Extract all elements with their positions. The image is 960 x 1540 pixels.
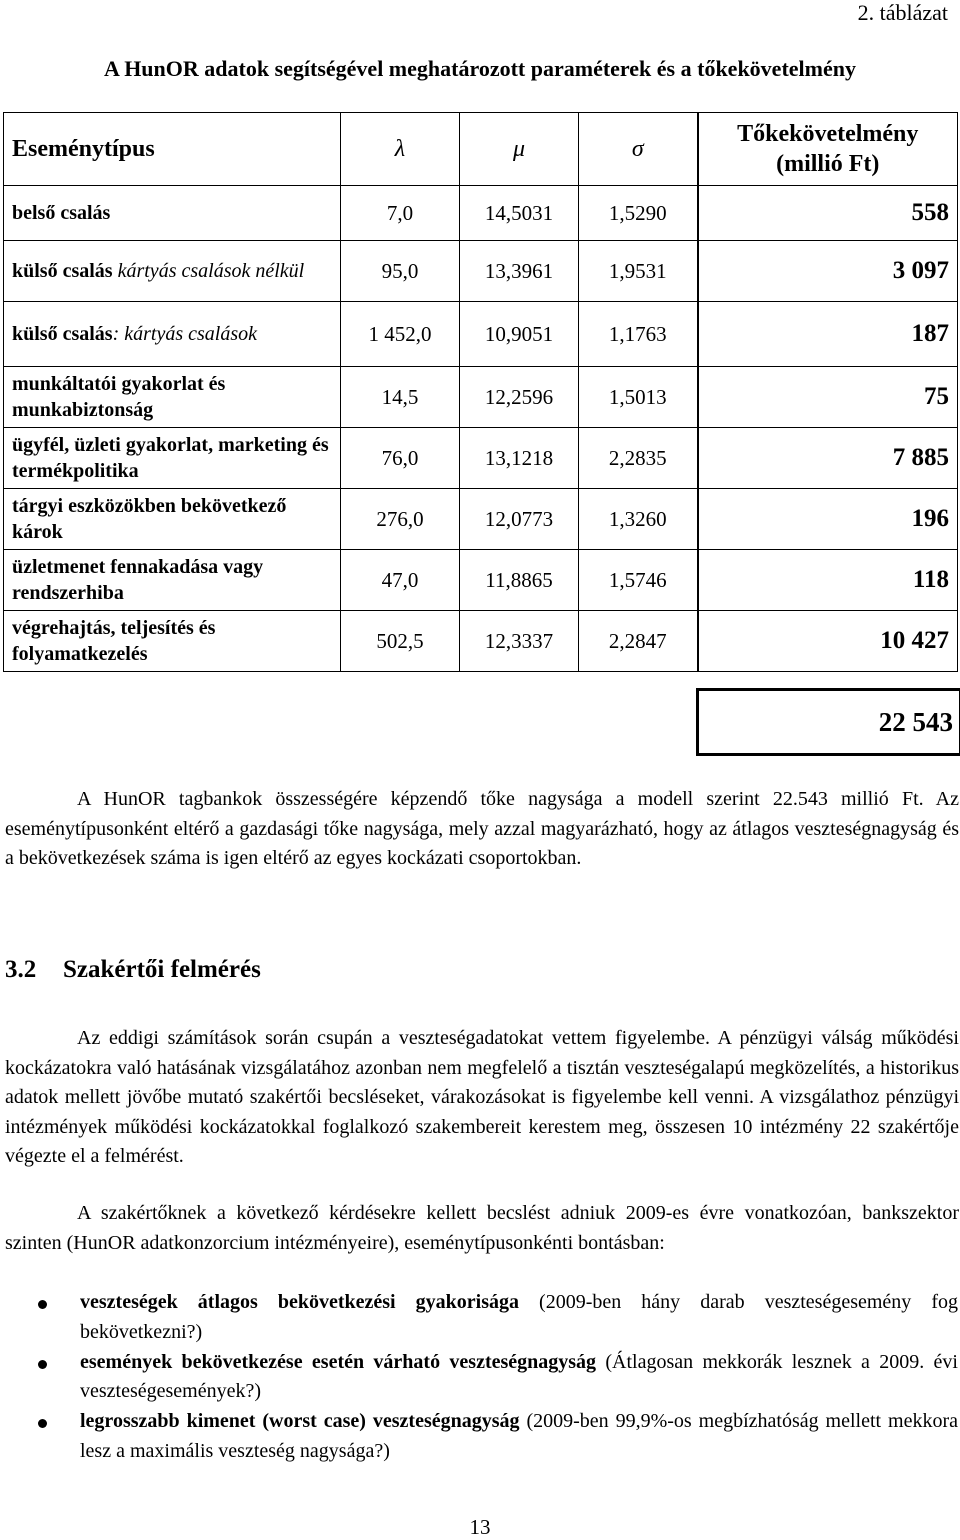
row-lambda: 276,0	[341, 489, 460, 550]
question-detail: (2009-ben 99,9%-os megbízhatóság mellett mekkora lesz a maximális veszteség nagysága?)	[80, 1410, 958, 1462]
row-event-type	[4, 428, 341, 489]
header-sigma: σ	[579, 113, 698, 186]
table-number-label: 2. táblázat	[857, 0, 948, 25]
question-detail: (Átlagosan mekkorák lesznek a 2009. évi veszteségesemények?)	[80, 1350, 958, 1402]
row-capital: 196	[698, 489, 958, 550]
row-sigma: 1,5746	[579, 550, 698, 611]
row-event-type	[4, 241, 341, 302]
row-lambda: 47,0	[341, 550, 460, 611]
row-event-type	[4, 550, 341, 611]
question-item	[0, 1407, 958, 1466]
row-sigma: 1,5290	[579, 186, 698, 241]
question-item	[0, 1348, 958, 1407]
bullet-icon	[38, 1419, 47, 1428]
row-capital: 558	[698, 186, 958, 241]
row-event-type	[4, 489, 341, 550]
section-number: 3.2	[5, 956, 37, 983]
paragraph-results-text: A HunOR tagbankok összességére képzendő tőke nagysága a modell szerint 22.543 millió Ft. Az eseménytípusonként eltérő a gazdasági tőke nagysága, mely azzal magyarázható, hogy az átlagos veszteségnagyság és a bekövetkezések száma is igen eltérő az egyes kockázati csoportokban.	[5, 788, 959, 869]
row-event-type	[4, 186, 341, 241]
table-row	[4, 186, 958, 241]
row-mu: 13,1218	[460, 428, 579, 489]
header-capital-line1: Tőkekövetelmény	[737, 121, 919, 147]
row-mu: 10,9051	[460, 302, 579, 367]
row-event-type	[4, 611, 341, 672]
row-lambda: 95,0	[341, 241, 460, 302]
table-row	[4, 241, 958, 302]
row-lambda: 76,0	[341, 428, 460, 489]
header-event-type: Eseménytípus	[4, 113, 341, 186]
row-sigma: 1,3260	[579, 489, 698, 550]
row-mu: 11,8865	[460, 550, 579, 611]
row-lambda: 14,5	[341, 367, 460, 428]
row-sigma: 1,1763	[579, 302, 698, 367]
row-event-type-bold: végrehajtás, teljesítés és folyamatkezelés	[12, 617, 216, 665]
paragraph-questions	[5, 1199, 959, 1258]
question-list	[0, 1288, 958, 1467]
bullet-icon	[38, 1360, 47, 1369]
paragraph-questions-text: A szakértőknek a következő kérdésekre kellett becslést adniuk 2009-es évre vonatkozóan, bankszektor szinten (HunOR adatkonzorcium intézményeire), eseménytípusonkénti bontásban:	[5, 1202, 959, 1254]
row-mu: 12,2596	[460, 367, 579, 428]
row-lambda: 1 452,0	[341, 302, 460, 367]
paragraph-expert-survey	[5, 1024, 959, 1172]
page-number: 13	[469, 1515, 491, 1539]
row-event-type-bold: üzletmenet fennakadása vagy rendszerhiba	[12, 556, 264, 604]
row-event-type-bold: külső csalás	[12, 260, 113, 282]
row-mu: 12,0773	[460, 489, 579, 550]
header-capital-line2: (millió Ft)	[776, 151, 880, 177]
paragraph-expert-survey-text: Az eddigi számítások során csupán a veszteségadatokat vettem figyelembe. A pénzügyi válság működési kockázatokra való hatásának vizsgálatához azonban nem megfelelő a tisztán veszteségalapú megközelítés, a historikus adatok mellett jövőbe mutató szakértői becsléseket, várakozásokat is figyelembe kell venni. A vizsgálathoz pénzügyi intézmények működési kockázatokkal foglalkozó szakembereit kerestem meg, összesen 10 intézmény 22 szakértője végezte el a felmérést.	[5, 1027, 959, 1167]
table-row	[4, 428, 958, 489]
row-capital: 7 885	[698, 428, 958, 489]
row-event-type-italic: : kártyás csalások	[112, 323, 258, 345]
table-row	[4, 550, 958, 611]
header-capital-requirement	[698, 113, 958, 186]
row-event-type	[4, 367, 341, 428]
parameters-table	[3, 112, 958, 672]
question-bold: legrosszabb kimenet (worst case) veszteségnagyság	[80, 1410, 520, 1432]
question-bold: események bekövetkezése esetén várható veszteségnagyság	[80, 1350, 597, 1373]
row-mu: 14,5031	[460, 186, 579, 241]
table-row	[4, 611, 958, 672]
row-capital: 75	[698, 367, 958, 428]
row-capital: 3 097	[698, 241, 958, 302]
row-event-type-bold: belső csalás	[12, 202, 111, 224]
row-mu: 13,3961	[460, 241, 579, 302]
bullet-icon	[38, 1300, 47, 1309]
section-heading	[5, 956, 261, 984]
row-lambda: 502,5	[341, 611, 460, 672]
total-capital: 22 543	[696, 688, 960, 756]
row-event-type	[4, 302, 341, 367]
row-sigma: 1,5013	[579, 367, 698, 428]
row-capital: 187	[698, 302, 958, 367]
row-lambda: 7,0	[341, 186, 460, 241]
row-event-type-italic: kártyás csalások nélkül	[112, 260, 305, 282]
row-sigma: 2,2835	[579, 428, 698, 489]
paragraph-results	[5, 785, 959, 874]
table-header-row	[4, 113, 958, 186]
question-bold: veszteségek átlagos bekövetkezési gyakorisága	[80, 1291, 519, 1313]
table-row	[4, 367, 958, 428]
section-title: Szakértői felmérés	[63, 956, 261, 983]
table-row	[4, 489, 958, 550]
table-row	[4, 302, 958, 367]
row-sigma: 1,9531	[579, 241, 698, 302]
row-sigma: 2,2847	[579, 611, 698, 672]
table-caption: A HunOR adatok segítségével meghatározott paraméterek és a tőkekövetelmény	[104, 56, 856, 81]
header-lambda: λ	[341, 113, 460, 186]
question-item	[0, 1288, 958, 1347]
row-capital: 10 427	[698, 611, 958, 672]
row-event-type-bold: külső csalás	[12, 323, 113, 345]
header-mu: μ	[460, 113, 579, 186]
row-mu: 12,3337	[460, 611, 579, 672]
row-event-type-bold: munkáltatói gyakorlat és munkabiztonság	[12, 373, 226, 421]
row-event-type-bold: ügyfél, üzleti gyakorlat, marketing és termékpolitika	[12, 434, 329, 482]
question-detail: (2009-ben hány darab veszteségesemény fog bekövetkezni?)	[80, 1291, 959, 1343]
row-event-type-bold: tárgyi eszközökben bekövetkező károk	[12, 495, 287, 543]
row-capital: 118	[698, 550, 958, 611]
